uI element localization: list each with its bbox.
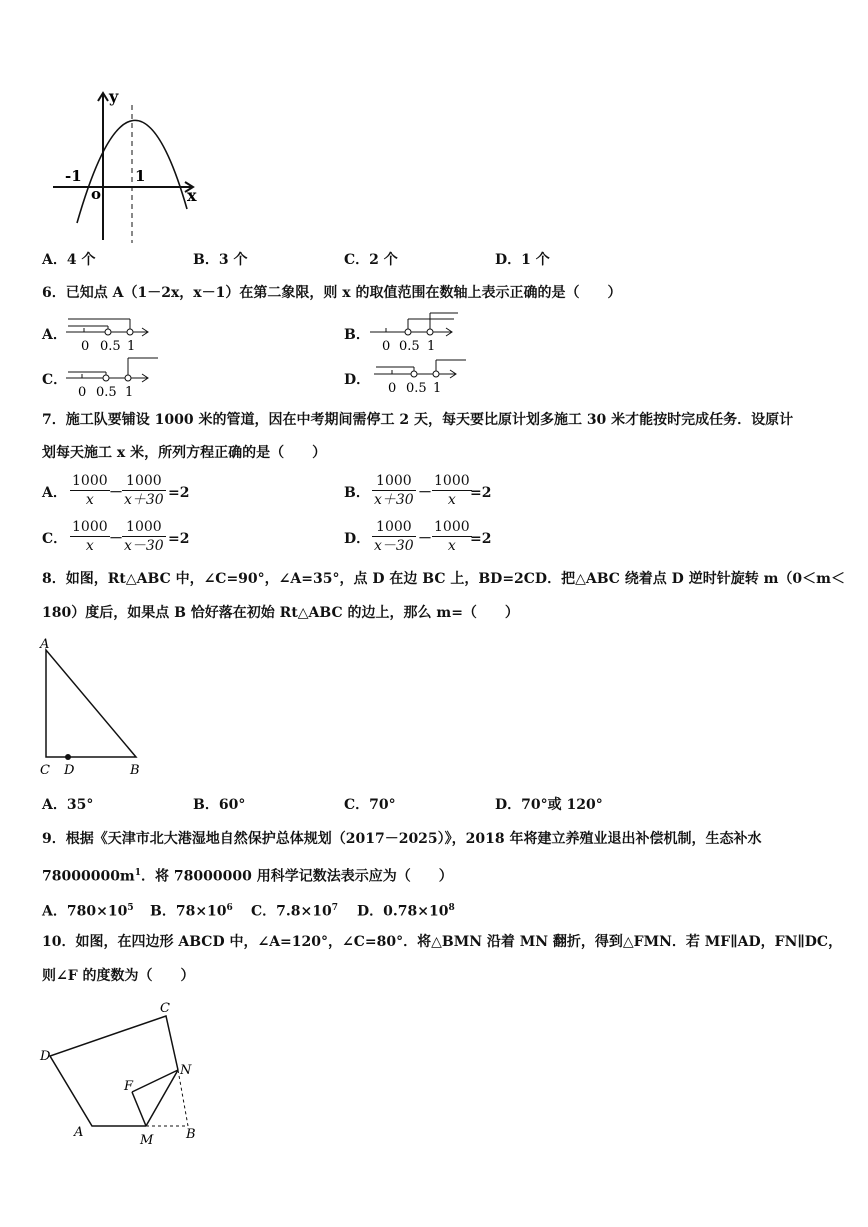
svg-text:0.5: 0.5 <box>96 385 117 398</box>
neg-one-label: -1 <box>65 167 82 185</box>
one-label: 1 <box>135 167 146 185</box>
q5-option-a: A．4 个 <box>42 252 96 268</box>
q9-option-a: A．$780\times 10^5$ <box>42 903 134 920</box>
origin-label: o <box>91 185 102 203</box>
label-f: F <box>124 1079 134 1094</box>
label-a: A <box>40 637 50 652</box>
q8-triangle-figure <box>36 636 156 781</box>
quadrilateral-edges <box>50 1016 178 1126</box>
q9-option-d: D．$0.78\times 10^8$ <box>357 903 455 920</box>
q7-d-minus: － <box>418 531 432 547</box>
q9-stem-line2: $78000000m^1$．将 78000000 用科学记数法表示应为（ ） <box>42 868 453 885</box>
q8-stem-line1: 8．如图，Rt△ABC 中，∠C=90°，∠A=35°，点 D 在边 BC 上，BD=2CD．把△ABC 绕着点 D 逆时针旋转 m（0＜m＜ <box>42 571 845 587</box>
q9-option-b: B．$78\times 10^6$ <box>150 903 233 920</box>
q10-quadrilateral-figure <box>36 996 216 1146</box>
q7-b-eq: =2 <box>470 485 492 501</box>
q6-label-a: A． <box>42 327 67 343</box>
q7-label-a: A． <box>42 485 67 501</box>
triangle-abc <box>46 650 136 757</box>
q6-number-line-d <box>370 354 470 398</box>
q7-c-frac2: $\frac{1000}{x-30}$ <box>124 519 164 554</box>
point-d <box>65 754 71 760</box>
segment-mf <box>132 1092 146 1126</box>
label-c: C <box>40 763 50 778</box>
q7-b-minus: － <box>418 485 432 501</box>
svg-text:0.5: 0.5 <box>406 381 427 396</box>
q8-option-a: A．35° <box>42 797 94 813</box>
q7-d-frac1: $\frac{1000}{x-30}$ <box>374 519 414 554</box>
q7-a-frac1: $\frac{1000}{x}$ <box>72 473 108 508</box>
q7-label-c: C． <box>42 531 68 547</box>
q7-b-frac1: $\frac{1000}{x+30}$ <box>374 473 414 508</box>
q8-option-c: C．70° <box>344 797 396 813</box>
y-axis-label: y <box>109 87 119 106</box>
q6-number-line-c <box>62 354 162 398</box>
q7-c-minus: － <box>109 531 123 547</box>
label-n: N <box>180 1063 192 1078</box>
q7-c-eq: =2 <box>168 531 190 547</box>
q5-option-b: B．3 个 <box>193 252 248 268</box>
svg-text:0: 0 <box>78 385 87 398</box>
svg-text:1: 1 <box>433 381 442 396</box>
svg-text:0: 0 <box>382 339 391 354</box>
q7-c-frac1: $\frac{1000}{x}$ <box>72 519 108 554</box>
q9-option-c: C．$7.8\times 10^7$ <box>251 903 338 920</box>
q7-label-d: D． <box>344 531 371 547</box>
svg-text:0: 0 <box>388 381 397 396</box>
label-m: M <box>140 1133 154 1146</box>
q6-number-line-b <box>366 310 466 354</box>
x-axis-label: x <box>187 186 197 205</box>
label-a: A <box>74 1125 84 1140</box>
label-d: D <box>40 1049 51 1064</box>
svg-text:1: 1 <box>127 339 136 354</box>
label-d: D <box>64 763 75 778</box>
q9-stem-line1: 9．根据《天津市北大港湿地自然保护总体规划（2017－2025）》，2018 年将建立养殖业退出补偿机制，生态补水 <box>42 831 762 847</box>
svg-text:0.5: 0.5 <box>100 339 121 354</box>
label-b: B <box>130 763 140 778</box>
label-c: C <box>160 1001 170 1016</box>
q7-a-minus: － <box>109 485 123 501</box>
svg-text:1: 1 <box>125 385 134 398</box>
q8-option-b: B．60° <box>193 797 246 813</box>
q8-option-d: D．70°或 120° <box>495 797 603 813</box>
q7-b-frac2: $\frac{1000}{x}$ <box>434 473 470 508</box>
q6-label-b: B． <box>344 327 370 343</box>
q10-stem-line1: 10．如图，在四边形 ABCD 中，∠A=120°，∠C=80°．将△BMN 沿着 MN 翻折，得到△FMN．若 MF∥AD，FN∥DC， <box>42 934 843 950</box>
q10-stem-line2: 则∠F 的度数为（ ） <box>42 968 195 984</box>
q5-option-c: C．2 个 <box>344 252 398 268</box>
svg-text:1: 1 <box>427 339 436 354</box>
parabola-figure <box>45 85 205 245</box>
q7-stem-line2: 划每天施工 x 米，所列方程正确的是（ ） <box>42 445 327 461</box>
label-b: B <box>186 1127 196 1142</box>
q7-stem-line1: 7．施工队要铺设 1000 米的管道，因在中考期间需停工 2 天，每天要比原计划多施工 30 米才能按时完成任务．设原计 <box>42 412 794 428</box>
q6-stem: 6．已知点 A（1－2x，x－1）在第二象限，则 x 的取值范围在数轴上表示正确的是（ ） <box>42 285 622 301</box>
q7-a-frac2: $\frac{1000}{x+30}$ <box>124 473 164 508</box>
q7-d-eq: =2 <box>470 531 492 547</box>
svg-text:0: 0 <box>81 339 90 354</box>
q8-stem-line2: 180）度后，如果点 B 恰好落在初始 Rt△ABC 的边上，那么 m=（ ） <box>42 605 519 621</box>
q6-label-d: D． <box>344 372 371 388</box>
q7-a-eq: =2 <box>168 485 190 501</box>
q7-label-b: B． <box>344 485 370 501</box>
q5-option-d: D．1 个 <box>495 252 550 268</box>
dashed-nb <box>178 1070 188 1126</box>
q7-d-frac2: $\frac{1000}{x}$ <box>434 519 470 554</box>
q6-number-line-a <box>62 310 162 354</box>
q6-label-c: C． <box>42 372 68 388</box>
svg-text:0.5: 0.5 <box>399 339 420 354</box>
